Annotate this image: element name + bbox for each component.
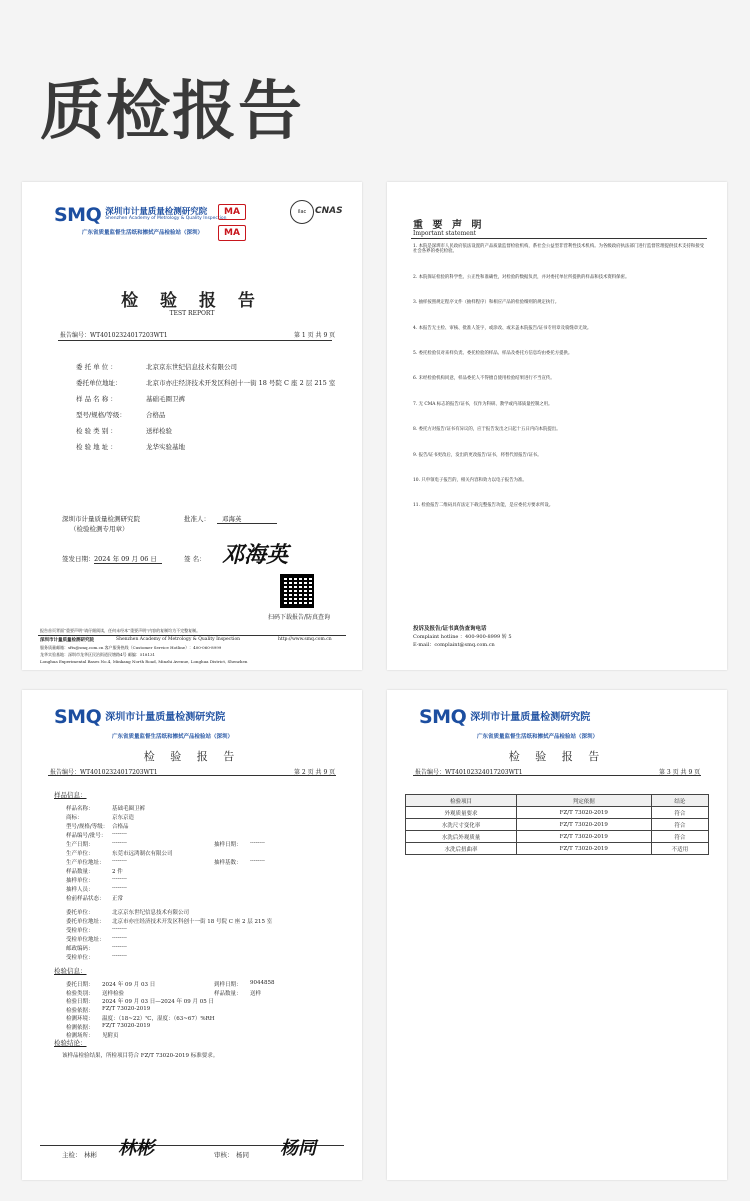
table-cell: 符合: [651, 807, 708, 819]
field-value: 北京市亦庄经济技术开发区科创十一街 18 号院 C 座 2 层 215 室: [112, 919, 273, 925]
field-value: --------: [112, 885, 127, 891]
field-value: 送样检验: [102, 990, 125, 997]
field-value: 基础毛圈卫裤: [112, 806, 146, 812]
footer-org-en: Shenzhen Academy of Metrology & Quality Inspection: [116, 637, 241, 642]
field-value: --------: [112, 876, 127, 882]
field-label: 抽样基数：: [214, 860, 242, 866]
logo-cn: 深圳市计量质量检测研究院: [105, 206, 208, 217]
report-number: 报告编号：WT40102324017203WT1: [50, 769, 158, 776]
field-value: --------: [112, 953, 127, 959]
sign-date-label: 签发日期：: [62, 555, 95, 563]
smq-logo-mark: SMQ: [54, 204, 102, 226]
signature: 邓海英: [222, 542, 289, 568]
table-cell: FZ/T 73020-2019: [516, 843, 651, 855]
cma-badge-icon: MA: [218, 225, 246, 241]
field-label: 抽样日期：: [214, 842, 242, 848]
divider: [48, 775, 336, 776]
field-label: 型号/规格/等级：: [76, 411, 126, 419]
footer-web[interactable]: http://www.smq.com.cn: [278, 637, 332, 642]
statement-item: 9. 报告/证书更改后，发出的更改报告/证书，将替代原报告/证书。: [413, 452, 542, 458]
table-cell: 不适用: [651, 843, 708, 855]
table-header-cell: 结论: [651, 795, 708, 807]
logo-cn: 深圳市计量质量检测研究院: [470, 711, 591, 723]
field-label: 检验日期：: [66, 999, 94, 1005]
field-value: 温度：（18~22）℃，湿度：（63~67）%RH: [102, 1016, 215, 1022]
field-label: 受检单位地址：: [66, 937, 105, 943]
test-section-title: 检验信息：: [54, 967, 87, 975]
field-value: 合格品: [112, 824, 129, 830]
logo-cn: 深圳市计量质量检测研究院: [105, 711, 226, 723]
field-value: 2024 年 09 月 03 日—2024 年 09 月 05 日: [102, 999, 214, 1005]
field-label: 检测场所：: [66, 1033, 94, 1039]
field-label: 商标：: [66, 815, 83, 821]
divider: [411, 238, 707, 239]
field-label: 检验类别：: [66, 990, 94, 997]
divider: [38, 635, 346, 636]
qr-code-icon[interactable]: [280, 574, 314, 608]
table-cell: 符合: [651, 831, 708, 843]
smq-logo: [54, 706, 225, 728]
report-detail-page: [22, 690, 362, 1180]
cnas-badge-icon: CNAS: [315, 206, 343, 216]
logo-sub: 广东省质量监督生活纸和擦拭产品检验站（深圳）: [112, 734, 234, 740]
smq-logo: [54, 204, 227, 226]
table-row: [406, 807, 709, 819]
footer-org: 深圳市计量质量检测研究院: [40, 638, 94, 643]
org-name: 深圳市计量质量检测研究院: [62, 515, 140, 523]
sample-section-title: 样品信息：: [54, 791, 87, 799]
field-value: 北京京东世纪信息技术有限公司: [112, 910, 190, 916]
field-label: 受检单位：: [66, 928, 94, 934]
statement-item: 2. 本院保证检验的科学性、公正性和准确性，对检验的数据负责，并对委托单位所提供的样品和技术资料保密。: [413, 274, 630, 280]
conclusion-text: 该样品检验结果，所检项目符合 FZ/T 73020-2019 标准要求。: [62, 1053, 219, 1059]
field-value: 2 件: [112, 869, 123, 875]
conclusion-section-title: 检验结论：: [54, 1039, 87, 1047]
contact-phone: Complaint hotline ：400-900-8999 转 5: [413, 634, 512, 640]
divider: [413, 775, 701, 776]
report-number: 报告编号：WT40102324017203WT1: [415, 769, 523, 776]
field-label: 样品编号/批号：: [66, 833, 107, 839]
field-label: 检测依据：: [66, 1024, 94, 1031]
footer-note: 报告首页背面“重要声明”请仔细阅读，任何未经本“重要声明”内容的复制均为不完整复制。: [40, 628, 201, 633]
table-cell: 水洗后外观质量: [406, 831, 517, 843]
footer-address: 龙华实验基地：深圳市龙华区民治街道民塘路4号 邮编：518131: [40, 652, 156, 657]
field-value: 2024 年 09 月 03 日: [102, 982, 156, 988]
table-row: [406, 819, 709, 831]
field-label: 检前样品状态：: [66, 896, 105, 902]
approver-name: 邓海英: [222, 515, 242, 523]
page-number: 第 3 页 共 9 页: [659, 769, 701, 776]
field-label: 委托单位：: [66, 910, 94, 916]
field-value: 合格品: [146, 411, 166, 419]
field-label: 抽样单位：: [66, 878, 94, 884]
main-inspector-name: 林彬: [84, 1151, 97, 1159]
field-label: 样品数量：: [214, 990, 242, 997]
field-label: 到样日期：: [214, 982, 242, 988]
field-label: 样 品 名 称 ：: [76, 395, 117, 403]
sign-date: 2024 年 09 月 06 日: [94, 555, 157, 563]
statement-item: 7. 无 CMA 标志的报告/证书，仅作为科研、教学或内部质量控制之用。: [413, 401, 553, 407]
divider: [94, 563, 162, 564]
statement-item: 6. 未经检验机构同意，样品委托人不得擅自使用检验结果进行不当宣传。: [413, 376, 555, 382]
field-value: 龙华实验基地: [146, 443, 185, 451]
statement-item: 8. 委托方对报告/证书有异议的，应于报告发出之日起十五日内向本院提出。: [413, 427, 561, 433]
field-value: 见附页: [102, 1033, 119, 1039]
report-title: 检 验 报 告: [143, 750, 241, 763]
field-value: 北京市亦庄经济技术开发区科创十一街 18 号院 C 座 2 层 215 室: [146, 379, 336, 387]
divider: [217, 523, 277, 524]
statement-items: [413, 244, 707, 529]
footer-contact: 服务质量邮箱：sfts@smq.com.cn 客户服务热线（Customer Service Hotline）：400-060-8999: [40, 645, 222, 650]
field-label: 委托单位地址：: [76, 379, 122, 387]
report-subtitle: TEST REPORT: [169, 310, 215, 317]
statement-item: 5. 委托检验仅对来样负责。委托检验的样品、样品及委托方信息均由委托方提供。: [413, 351, 573, 357]
page-number: 第 2 页 共 9 页: [294, 769, 336, 776]
field-value: 送样: [250, 990, 262, 997]
table-header-row: [406, 795, 709, 807]
field-value: 9044858: [250, 980, 275, 986]
field-label: 抽样人员：: [66, 887, 94, 893]
footer-address-en: Longhua Experimental Bases No.4, Minkang North Road, Minzhi Avenue, Longhua District, Shenzhen: [40, 659, 248, 664]
inspector-signature: 林彬: [118, 1138, 154, 1159]
main-inspector-label: 主检：: [62, 1151, 82, 1159]
table-row: [406, 843, 709, 855]
statement-page: [387, 182, 727, 670]
field-value: 送样检验: [146, 427, 172, 435]
logo-en: Shenzhen Academy of Metrology & Quality Inspection: [105, 216, 227, 222]
field-label: 样品数量：: [66, 869, 94, 875]
statement-item: 4. 本报告无主检、审核、批准人签字，或涂改、或未盖本院报告/证书专用章及骑缝章无效。: [413, 325, 592, 331]
field-value: FZ/T 73020-2019: [102, 1022, 151, 1029]
field-value: --------: [112, 926, 127, 932]
field-label: 生产单位：: [66, 851, 94, 857]
field-value: --------: [112, 944, 127, 950]
logo-sub: 广东省质量监督生活纸和擦拭产品检验站（深圳）: [82, 230, 204, 236]
statement-subtitle: Important statement: [413, 230, 477, 237]
field-value: --------: [250, 858, 265, 864]
table-cell: FZ/T 73020-2019: [516, 807, 651, 819]
field-value: FZ/T 73020-2019: [102, 1005, 151, 1012]
field-label: 委托日期：: [66, 982, 94, 988]
field-label: 委托单位地址：: [66, 919, 105, 925]
field-value: 京东京造: [112, 815, 135, 821]
field-value: --------: [112, 840, 127, 846]
field-value: 北京京东世纪信息技术有限公司: [146, 363, 237, 371]
table-row: [406, 831, 709, 843]
ilac-stamp-icon: ilac: [290, 200, 314, 224]
smq-logo-mark: SMQ: [54, 706, 102, 728]
field-value: --------: [112, 831, 127, 837]
report-number: 报告编号：WT40102324017203WT1: [60, 332, 168, 339]
smq-logo-mark: SMQ: [419, 706, 467, 728]
field-label: 检 验 地 址 ：: [76, 443, 117, 451]
sign-field-label: 签 名：: [184, 555, 206, 563]
contact-email: E-mail：complaint@smq.com.cn: [413, 642, 495, 648]
reviewer-label: 审核：: [214, 1151, 234, 1159]
qr-caption: 扫码下载报告/防真查询: [268, 614, 331, 621]
table-cell: 外观质量要求: [406, 807, 517, 819]
report-title: 检 验 报 告: [508, 750, 606, 763]
approver-label: 批准人：: [184, 515, 210, 523]
table-header-cell: 检验项目: [406, 795, 517, 807]
table-cell: FZ/T 73020-2019: [516, 831, 651, 843]
table-cell: FZ/T 73020-2019: [516, 819, 651, 831]
field-label: 受检单位：: [66, 955, 94, 961]
report-title: 检 验 报 告: [121, 291, 263, 311]
field-label: 检测环境：: [66, 1016, 94, 1022]
report-cover-page: [22, 182, 362, 670]
divider: [58, 340, 332, 341]
page-heading: 质检报告: [40, 75, 304, 149]
org-seal: （检验检测专用章）: [70, 525, 129, 533]
table-cell: 符合: [651, 819, 708, 831]
report-results-page: [387, 690, 727, 1180]
smq-logo: [419, 706, 590, 728]
field-label: 生产日期：: [66, 842, 94, 848]
statement-title: 重 要 声 明: [413, 220, 485, 231]
cma-badge-icon: MA: [218, 204, 246, 220]
table-header-cell: 判定依据: [516, 795, 651, 807]
statement-item: 11. 检验报告二维码具有法定下载完整报告功能，是应委托方要求所设。: [413, 503, 554, 509]
reviewer-signature: 杨同: [280, 1138, 316, 1159]
field-value: --------: [112, 858, 127, 864]
results-table: [405, 794, 709, 855]
reviewer-name: 杨同: [236, 1151, 249, 1159]
field-value: 东莞市远鸿制衣有限公司: [112, 851, 173, 857]
logo-sub: 广东省质量监督生活纸和擦拭产品检验站（深圳）: [477, 734, 599, 740]
table-cell: 水洗尺寸变化率: [406, 819, 517, 831]
field-label: 型号/规格/等级：: [66, 824, 109, 830]
field-value: --------: [250, 840, 265, 846]
contact-title: 投诉及报告/证书真伪查询电话: [413, 626, 487, 632]
field-value: 正常: [112, 896, 124, 902]
field-value: --------: [112, 935, 127, 941]
statement-item: 1. 本院是深圳市人民政府依法设置的产品质量监督检验机构，系社会公益型非营利性技术机构。为各级政府执法部门进行监督管理提供技术支持和接受社会各界的委托检验。: [413, 244, 704, 255]
field-label: 生产单位地址：: [66, 860, 105, 866]
field-label: 检 验 类 别 ：: [76, 427, 117, 435]
field-label: 邮政编码：: [66, 946, 94, 952]
field-value: 基础毛圈卫裤: [146, 395, 185, 403]
field-label: 检验依据：: [66, 1007, 94, 1014]
field-label: 样品名称：: [66, 806, 94, 812]
page-number: 第 1 页 共 9 页: [294, 332, 336, 339]
statement-item: 3. 抽样按照规定程序文件（抽样程序）和相应产品的检验细则的规定执行。: [413, 300, 560, 306]
field-label: 委 托 单 位 ：: [76, 363, 117, 371]
statement-item: 10. 只申领电子报告的，相关内容和效力以电子报告为准。: [413, 478, 527, 484]
table-cell: 水洗后扭曲率: [406, 843, 517, 855]
